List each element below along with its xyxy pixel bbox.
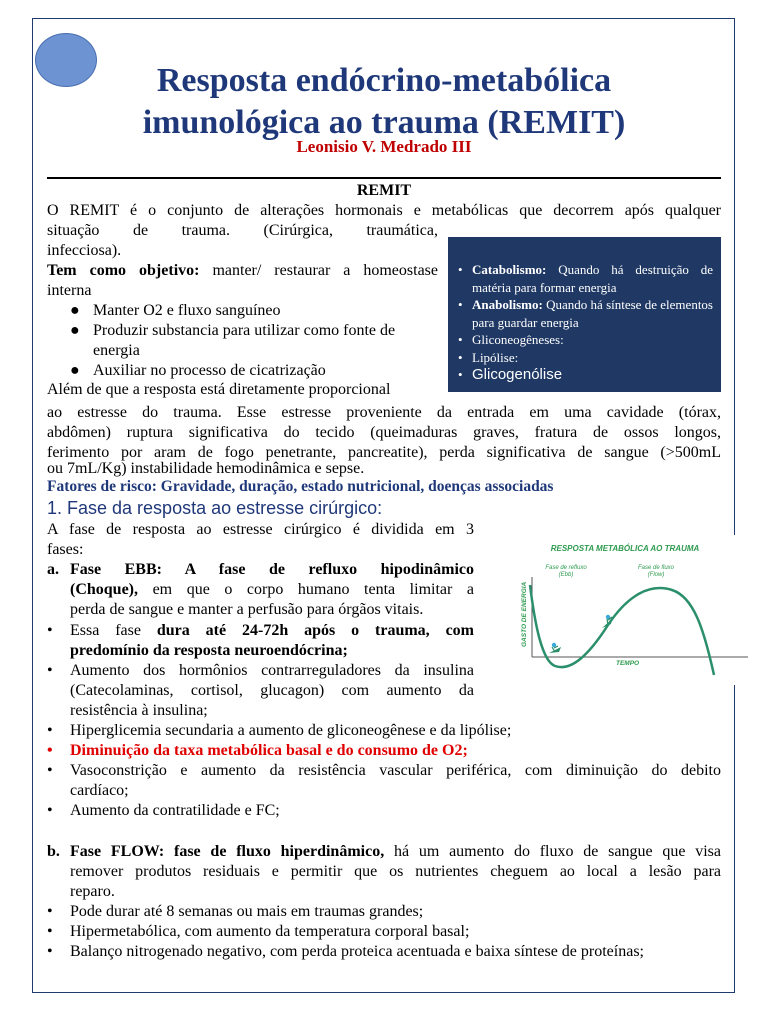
bullet-icon: • [458,367,463,382]
ebb-label: (Ebb) [558,572,574,578]
objective-line2: interna [47,282,92,299]
section-intro-line: fases: [47,541,84,558]
list-item: ● Manter O2 e fluxo sanguíneo [70,302,281,319]
paragraph-line: ou 7mL/Kg) instabilidade hemodinâmica e sepse. [47,460,365,477]
x-axis-label: TEMPO [616,660,640,667]
list-item: • Aumento dos hormônios contrarreguladores da insulina (Catecolaminas, cortisol, glucagon) com aumento da resistência à insulina; [47,662,474,719]
risk-factors: Fatores de risco: Gravidade, duração, estado nutricional, doenças associadas [47,478,554,495]
list-item: • Hiperglicemia secundaria a aumento de gliconeogênese e da lipólise; [47,722,512,739]
list-item: • Pode durar até 8 semanas ou mais em traumas grandes; [47,903,424,920]
ebb-label: Fase EBB: A fase de refluxo hipodinâmico [70,561,474,578]
objective-label: Tem como objetivo: [47,262,200,279]
paragraph-line: ao estresse do trauma. Esse estresse proveniente da entrada em uma cavidade (tórax, [47,404,721,421]
section-intro-line: A fase de resposta ao estresse cirúrgico é dividida em 3 [47,521,474,538]
bullet-icon: • [47,923,53,940]
ebb-line: perda de sangue e manter a perfusão para órgãos vitais. [70,601,424,618]
bullet-icon: • [47,762,53,779]
bullet-icon: ● [70,322,80,339]
flow-label: (Flow) [647,572,665,578]
list-item: ● Auxiliar no processo de cicatrização [70,362,326,379]
bullet-icon: • [47,742,53,759]
list-marker: b. [47,843,60,860]
bullet-icon: ● [70,302,80,319]
bullet-icon: • [47,943,53,960]
intro-line: O REMIT é o conjunto de alterações hormonais e metabólicas que decorrem após qualquer [47,202,721,219]
list-item: ● Produzir substancia para utilizar como fonte de energia [70,322,396,359]
list-item: • Vasoconstrição e aumento da resistência vascular periférica, com diminuição do debito cardíaco; [47,762,721,799]
bullet-icon: • [458,349,463,365]
definition-item: • Glicogenólise [458,366,563,383]
ebb-line: (Choque), em que o corpo humano tenta limitar a [70,581,474,598]
bullet-icon: • [47,722,53,739]
flow-label: Fase de fluxo [637,565,675,571]
divider [47,177,721,179]
list-item: • Balanço nitrogenado negativo, com perda proteica acentuada e baixa síntese de proteínas; [47,943,644,960]
flow-line: reparo. [70,883,115,900]
page-title-line1: Resposta endócrino-metabólica [156,62,612,99]
metabolic-response-figure [480,535,765,685]
paragraph-line: abdômen) ruptura significativa do tecido (queimaduras graves, fratura de ossos longos, [47,424,721,441]
bullet-icon: • [458,297,463,312]
bullet-icon: • [47,903,53,920]
surfer-ebb-icon [549,643,561,653]
list-marker: a. [47,561,59,578]
intro-line: situação de trauma. (Cirúrgica, traumática, [47,222,438,239]
objective-line [47,261,438,281]
intro-line: infecciosa). [47,242,122,259]
list-item: • Diminuição da taxa metabólica basal e do consumo de O2; [47,742,468,759]
flow-line: Fase FLOW: fase de fluxo hiperdinâmico, há um aumento do fluxo de sangue que visa [70,843,721,860]
figure-title: RESPOSTA METABÓLICA AO TRAUMA [550,544,700,553]
definition-item: • Gliconeogêneses: [458,332,564,347]
bullet-icon: • [47,802,53,819]
section-heading: 1. Fase da resposta ao estresse cirúrgico: [47,498,383,518]
paragraph-line: Além de que a resposta está diretamente proporcional [47,381,391,398]
definitions-box [448,237,721,392]
page-title-line2: imunológica ao trauma (REMIT) [142,104,626,141]
paragraph-line: ferimento por aram de fogo penetrante, pancreatite), perda significativa de sangue (>500mL [47,444,721,461]
bullet-icon: • [47,662,53,679]
list-item: • Essa fase dura até 24-72h após o trauma, com predomínio da resposta neuroendócrina; [47,622,474,659]
list-item: • Aumento da contratilidade e FC; [47,802,280,819]
bullet-icon: ● [70,362,80,379]
definition-item: • Anabolismo: Quando há síntese de elementos para guardar energia [458,297,713,330]
list-item: • Hipermetabólica, com aumento da temperatura corporal basal; [47,923,470,940]
definition-item: • Catabolismo: Quando há destruição de matéria para formar energia [458,262,713,295]
section-heading-remit: REMIT [356,182,412,199]
objective-text: manter/ restaurar a homeostase [199,262,438,279]
ebb-label: Fase de refluxo [545,565,587,571]
bullet-icon: • [458,332,463,347]
bullet-icon: • [47,622,53,639]
definition-item: • Lipólise: [458,349,519,365]
y-axis-label: GASTO DE ENERGIA [521,581,528,647]
author: Leonisio V. Medrado III [296,137,472,156]
bullet-icon: • [458,262,463,277]
flow-line: remover produtos residuais e permitir que os nutrientes cheguem ao local a lesão para [70,863,721,880]
